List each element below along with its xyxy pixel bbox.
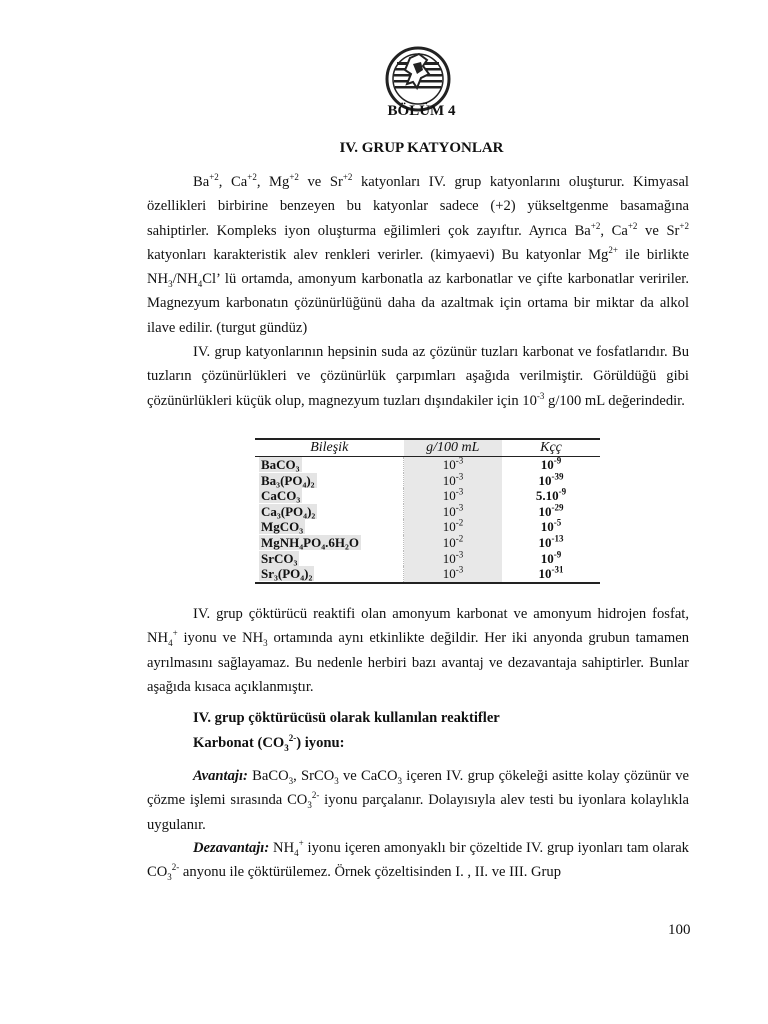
header-ksp: Kçç bbox=[502, 439, 600, 457]
header-solubility: g/100 mL bbox=[404, 439, 503, 457]
solubility-cell: $10^{-2}$ bbox=[404, 519, 503, 535]
page-number: 100 bbox=[668, 922, 691, 938]
compound-cell: MgCO₃ bbox=[255, 519, 404, 535]
solubility-table bbox=[255, 438, 600, 584]
ksp-cell: $10^{-31}$ bbox=[538, 564, 564, 582]
ksp-cell: $10^{-9}$ bbox=[540, 549, 562, 566]
table-row bbox=[255, 535, 600, 551]
intro-paragraph: $Ba^{+2}$, $Ca^{+2}$, $Mg^{+2}$ ve $Sr^{+2}$ katyonları IV. grup katyonlarını oluşturur. Kimyasal özellikleri birbirine benzeyen bu katyonlar sadece (+2) yükseltgenme basamağına sahiptirler. Kompleks iyon oluşturma eğilimleri çok zayıftır. Ayrıca $Ba^{+2}$, $Ca^{+2}$ ve $Sr^{+2}$ katyonları karakteristik alev renkleri verirler. (kimyaevi) Bu katyonlar $Mg^{2+}$ ile birlikte $NH_3/NH_4Cl$’ lü ortamda, amonyum karbonatla az karbonatlar ve çifte karbonatlar veririler. Magnezyum karbonatın çözünürlüğünü daha da azaltmak için ortama bir miktar da alkol ilave edilir. (turgut gündüz) bbox=[147, 172, 689, 336]
solubility-paragraph: IV. grup katyonlarının hepsinin suda az çözünür tuzları karbonat ve fosfatlarıdır. Bu tuzların çözünürlükleri ve çözünürlük çarpımları aşağıda verilmiştir. Görüldüğü gibi çözünürlükleri küçük olup, magnezyum tuzları dışındakiler için $10^{-3}$ g/100 mL değerindedir. bbox=[147, 344, 689, 409]
table-row bbox=[255, 457, 600, 473]
solubility-cell: $10^{-3}$ bbox=[404, 504, 503, 520]
compound-cell: BaCO₃ bbox=[255, 457, 404, 473]
table-row bbox=[255, 488, 600, 504]
ksp-cell: $10^{-5}$ bbox=[540, 518, 562, 535]
ksp-cell: $10^{-39}$ bbox=[538, 471, 564, 488]
table-row bbox=[255, 551, 600, 567]
disadvantage-paragraph: Dezavantajı: $NH_4^+$ iyonu içeren amonyaklı bir çözeltide IV. grup iyonları tam olarak $CO_3^{2-}$ anyonu ile çöktürülemez. Örnek çözeltisinden I. , II. ve III. Grup bbox=[147, 838, 689, 883]
compound-cell: Sr₃(PO₄)₂ bbox=[255, 566, 404, 583]
table-row bbox=[255, 566, 600, 583]
reagents-heading: IV. grup çöktürücüsü olarak kullanılan reaktifler bbox=[193, 710, 500, 726]
solubility-cell: $10^{-2}$ bbox=[404, 535, 503, 551]
advantage-paragraph: Avantajı: BaCO$_3$, SrCO$_3$ ve CaCO$_3$ içeren IV. grup çökeleği asitte kolay çözünür ve çözme işlemi sırasında $CO_3^{2-}$ iyonu parçalanır. Dolayısıyla alev testi bu iyonlara kolaylıkla uygulanır. bbox=[147, 768, 689, 833]
table-header-row bbox=[255, 439, 600, 457]
ksp-cell: $10^{-13}$ bbox=[538, 533, 564, 550]
compound-cell: SrCO₃ bbox=[255, 551, 404, 567]
ksp-cell: $10^{-9}$ bbox=[540, 455, 562, 472]
compound-cell: Ca₃(PO₄)₂ bbox=[255, 504, 404, 520]
ksp-cell: $5.10^{-9}$ bbox=[535, 486, 567, 504]
advantage-label: Avantajı: bbox=[193, 768, 248, 784]
compound-cell: Ba₃(PO₄)₂ bbox=[255, 473, 404, 489]
solubility-cell: $10^{-3}$ bbox=[404, 457, 503, 473]
compound-cell: CaCO₃ bbox=[255, 488, 404, 504]
reagent-paragraph: IV. grup çöktürücü reaktifi olan amonyum karbonat ve amonyum hidrojen fosfat, $NH_4^+$ iyonu ve $NH_3$ ortamında aynı etkinlikte değildir. Her iki anyonda grubun tamamen ayrılmasını sağlayamaz. Bu nedenle herbiri bazı avantaj ve dezavantaja sahiptirler. Bunlar aşağıda kısaca açıklanmıştır. bbox=[147, 606, 689, 695]
table-row bbox=[255, 473, 600, 489]
carbonate-heading: Karbonat $(CO_3^{2-})$ iyonu: bbox=[193, 733, 345, 753]
chapter-heading: BÖLÜM 4 bbox=[387, 103, 456, 119]
compound-cell: MgNH₄PO₄.6H₂O bbox=[255, 535, 404, 551]
solubility-cell: $10^{-3}$ bbox=[404, 566, 503, 583]
header-compound: Bileşik bbox=[255, 439, 404, 457]
solubility-cell: $10^{-3}$ bbox=[404, 473, 503, 489]
table-row bbox=[255, 504, 600, 520]
solubility-cell: $10^{-3}$ bbox=[404, 488, 503, 504]
section-title: IV. GRUP KATYONLAR bbox=[339, 140, 504, 156]
ksp-cell: $10^{-29}$ bbox=[538, 502, 564, 519]
table-row bbox=[255, 519, 600, 535]
solubility-cell: $10^{-3}$ bbox=[404, 551, 503, 567]
disadvantage-label: Dezavantajı: bbox=[193, 840, 270, 856]
